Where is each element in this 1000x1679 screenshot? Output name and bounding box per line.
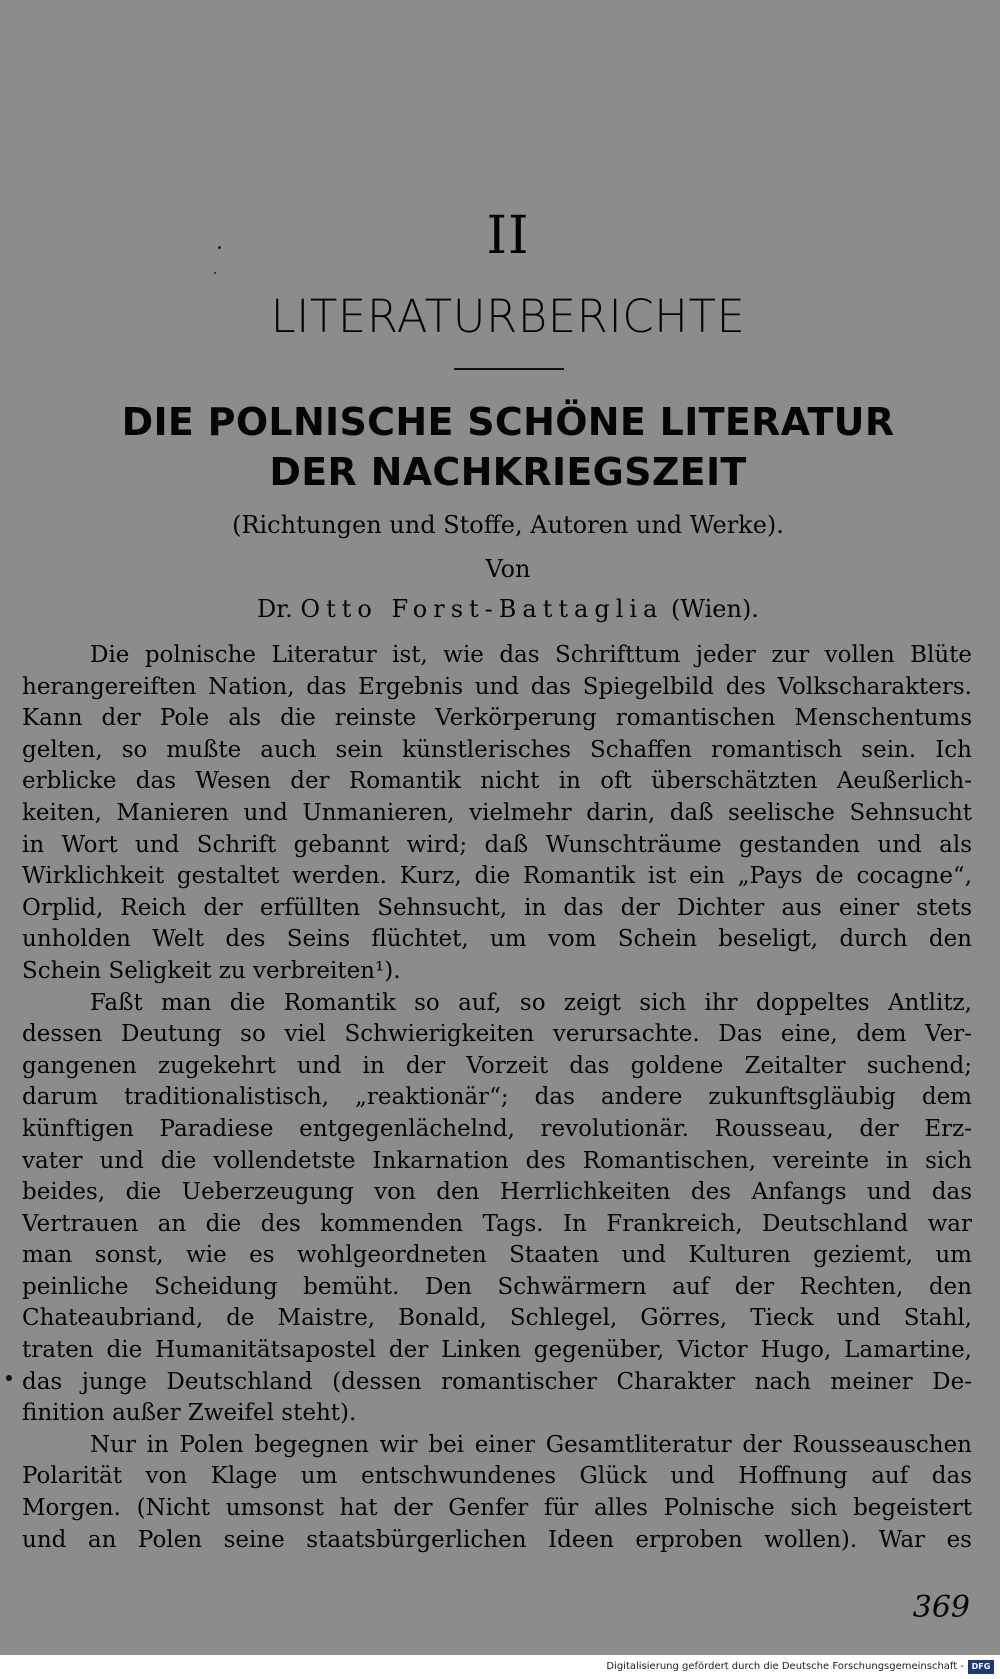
body-text [22, 640, 972, 1556]
text-line: peinliche Scheidung bemüht. Den Schwärmern auf der Rechten, den [22, 1273, 972, 1300]
text-line: erblicke das Wesen der Romantik nicht in oft überschätzten Aeußerlich- [22, 768, 972, 795]
text-line: Nur in Polen begegnen wir bei einer Gesamtliteratur der Rousseauschen [90, 1431, 972, 1458]
author-suffix: (Wien). [671, 595, 759, 623]
text-line: und an Polen seine staatsbürgerlichen Ideen erproben wollen). War es [22, 1526, 972, 1553]
text-line: finition außer Zweifel steht). [22, 1400, 357, 1427]
text-line: Wirklichkeit gestaltet werden. Kurz, die Romantik ist ein „Pays de cocagne“, [22, 863, 972, 890]
page-number: 369 [912, 1590, 970, 1625]
text-line: unholden Welt des Seins flüchtet, um vom Schein beseligt, durch den [22, 926, 972, 953]
text-line: darum traditionalistisch, „reaktionär“; das andere zukunftsgläubig dem [22, 1084, 972, 1111]
text-line: Die polnische Literatur ist, wie das Schrifttum jeder zur vollen Blüte [90, 642, 972, 668]
text-line: traten die Humanitätsapostel der Linken gegenüber, Victor Hugo, Lamartine, [22, 1337, 972, 1364]
text-line: künftigen Paradiese entgegenlächelnd, revolutionär. Rousseau, der Erz- [22, 1115, 972, 1142]
scan-speck [214, 272, 216, 274]
author-name: Otto Forst-Battaglia [300, 595, 664, 623]
section-title: LITERATURBERICHTE [270, 290, 746, 343]
dfg-logo: DFG [968, 1660, 994, 1674]
text-line: gangenen zugekehrt und in der Vorzeit das goldene Zeitalter suchend; [22, 1052, 972, 1079]
article-subtitle: (Richtungen und Stoffe, Autoren und Werke). [232, 511, 784, 539]
text-line: Faßt man die Romantik so auf, so zeigt sich ihr doppeltes Antlitz, [90, 989, 972, 1016]
title-rule [454, 368, 564, 370]
article-title-line1: DIE POLNISCHE SCHÖNE LITERATUR [121, 400, 895, 444]
text-line: Orplid, Reich der erfüllten Sehnsucht, in das der Dichter aus einer stets [22, 894, 972, 921]
text-line: in Wort und Schrift gebannt wird; daß Wunschträume gestanden und als [22, 831, 972, 858]
author-prefix: Dr. [257, 595, 293, 623]
text-line: keiten, Manieren und Unmanieren, vielmehr darin, daß seelische Sehnsucht [22, 799, 972, 826]
margin-mark [6, 1375, 12, 1381]
text-line: vater und die vollendetste Inkarnation des Romantischen, vereinte in sich [22, 1147, 972, 1174]
text-line: man sonst, wie es wohlgeordneten Staaten und Kulturen geziemt, um [22, 1242, 972, 1269]
author-line [0, 592, 1000, 626]
byline-von: Von [485, 555, 531, 583]
text-line: gelten, so mußte auch sein künstlerisches Schaffen romantisch sein. Ich [22, 736, 972, 763]
text-line: beides, die Ueberzeugung von den Herrlichkeiten des Anfangs und das [22, 1179, 972, 1206]
text-line: Schein Seligkeit zu verbreiten¹). [22, 957, 401, 984]
footer-credit: Digitalisierung gefördert durch die Deutsche Forschungsgemeinschaft - [606, 1661, 964, 1672]
text-line: Chateaubriand, de Maistre, Bonald, Schlegel, Görres, Tieck und Stahl, [22, 1305, 972, 1332]
scan-speck [218, 246, 221, 249]
text-line: Kann der Pole als die reinste Verkörperung romantischen Menschentums [22, 705, 972, 732]
section-number: II [486, 206, 530, 266]
text-line: Polarität von Klage um entschwundenes Glück und Hoffnung auf das [22, 1463, 972, 1490]
text-line: Morgen. (Nicht umsonst hat der Genfer für alles Polnische sich begeistert [22, 1495, 972, 1522]
text-line: das junge Deutschland (dessen romantischer Charakter nach meiner De- [22, 1368, 972, 1395]
article-title-line2: DER NACHKRIEGSZEIT [269, 450, 747, 494]
text-line: Vertrauen an die des kommenden Tags. In Frankreich, Deutschland war [22, 1210, 972, 1237]
text-line: dessen Deutung so viel Schwierigkeiten verursachte. Das eine, dem Ver- [22, 1021, 972, 1048]
text-line: herangereiften Nation, das Ergebnis und das Spiegelbild des Volkscharakters. [22, 673, 972, 700]
